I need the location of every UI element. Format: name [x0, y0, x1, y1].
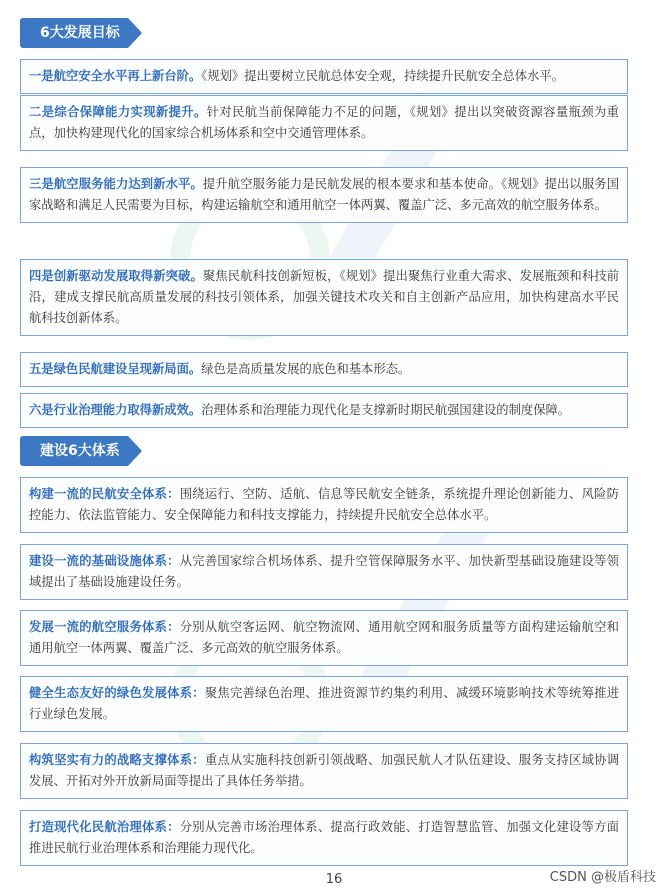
system-item-body: 分别从航空客运网、航空物流网、通用航空网和服务质量等方面构建运输航空和通用航空一体两翼、覆盖广泛、多元高效的航空服务体系。	[29, 620, 619, 655]
system-item-lead: 建设一流的基础设施体系：	[29, 554, 180, 568]
system-item-lead: 构建一流的民航安全体系：	[29, 487, 180, 501]
goal-item-body: 治理体系和治理能力现代化是支撑新时期民航强国建设的制度保障。	[201, 403, 571, 417]
goal-item-body: 《规划》提出要树立民航总体安全观，持续提升民航安全总体水平。	[201, 69, 564, 83]
page-number: 16	[325, 872, 343, 887]
system-item-2	[20, 544, 628, 600]
section-tag-goals	[20, 18, 142, 48]
system-item-lead: 构筑坚实有力的战略支撑体系：	[29, 753, 205, 767]
section-tag-systems	[20, 436, 142, 466]
goal-item-5	[20, 352, 628, 387]
system-item-lead: 打造现代化民航治理体系：	[29, 820, 180, 834]
system-item-6	[20, 810, 628, 866]
goal-item-lead: 六是行业治理能力取得新成效。	[29, 403, 202, 417]
goal-item-2	[20, 95, 628, 151]
system-item-3	[20, 610, 628, 666]
system-item-5	[20, 743, 628, 799]
goal-item-4	[20, 259, 628, 336]
source-credit: CSDN @极盾科技	[549, 870, 656, 885]
system-item-1	[20, 477, 628, 533]
goal-item-lead: 三是航空服务能力达到新水平。	[29, 177, 203, 191]
system-item-body: 分别从完善市场治理体系、提高行政效能、打造智慧监管、加强文化建设等方面推进民航行业治理体系和治理能力现代化。	[29, 820, 619, 855]
goal-item-body: 提升航空服务能力是民航发展的根本要求和基本使命。《规划》提出以服务国家战略和满足人民需要为目标，构建运输航空和通用航空一体两翼、覆盖广泛、多元高效的航空服务体系。	[29, 177, 619, 212]
section-tag-label: 6大发展目标	[20, 18, 128, 48]
goal-item-lead: 二是综合保障能力实现新提升。	[29, 105, 207, 119]
system-item-lead: 健全生态友好的绿色发展体系：	[29, 686, 205, 700]
tag-arrow-shape	[128, 436, 142, 466]
system-item-lead: 发展一流的航空服务体系：	[29, 620, 180, 634]
system-item-body: 从完善国家综合机场体系、提升空管保障服务水平、加快新型基础设施建设等领域提出了基础设施建设任务。	[29, 554, 619, 589]
goal-item-lead: 一是航空安全水平再上新台阶。	[29, 69, 202, 83]
goal-item-3	[20, 167, 628, 223]
goal-item-body: 聚焦民航科技创新短板，《规划》提出聚焦行业重大需求、发展瓶颈和科技前沿，建成支撑民航高质量发展的科技引领体系，加强关键技术攻关和自主创新产品应用，加快构建高水平民航科技创新体系。	[29, 269, 619, 325]
system-item-body: 围绕运行、空防、适航、信息等民航安全链条，系统提升理论创新能力、风险防控能力、依法监管能力、安全保障能力和科技支撑能力，持续提升民航安全总体水平。	[29, 487, 619, 522]
system-item-body: 聚焦完善绿色治理、推进资源节约集约利用、减缓环境影响技术等统筹推进行业绿色发展。	[29, 686, 619, 721]
goal-item-6	[20, 393, 628, 428]
section-tag-label: 建设6大体系	[20, 436, 128, 466]
goal-item-body: 针对民航当前保障能力不足的问题，《规划》提出以突破资源容量瓶颈为重点，加快构建现代化的国家综合机场体系和空中交通管理体系。	[29, 105, 619, 140]
goal-item-1	[20, 59, 628, 94]
system-item-body: 重点从实施科技创新引领战略、加强民航人才队伍建设、服务支持区域协调发展、开拓对外开放新局面等提出了具体任务举措。	[29, 753, 619, 788]
goal-item-lead: 五是绿色民航建设呈现新局面。	[29, 362, 202, 376]
tag-arrow-shape	[128, 18, 142, 48]
goal-item-lead: 四是创新驱动发展取得新突破。	[29, 269, 203, 283]
system-item-4	[20, 676, 628, 732]
goal-item-body: 绿色是高质量发展的底色和基本形态。	[201, 362, 411, 376]
